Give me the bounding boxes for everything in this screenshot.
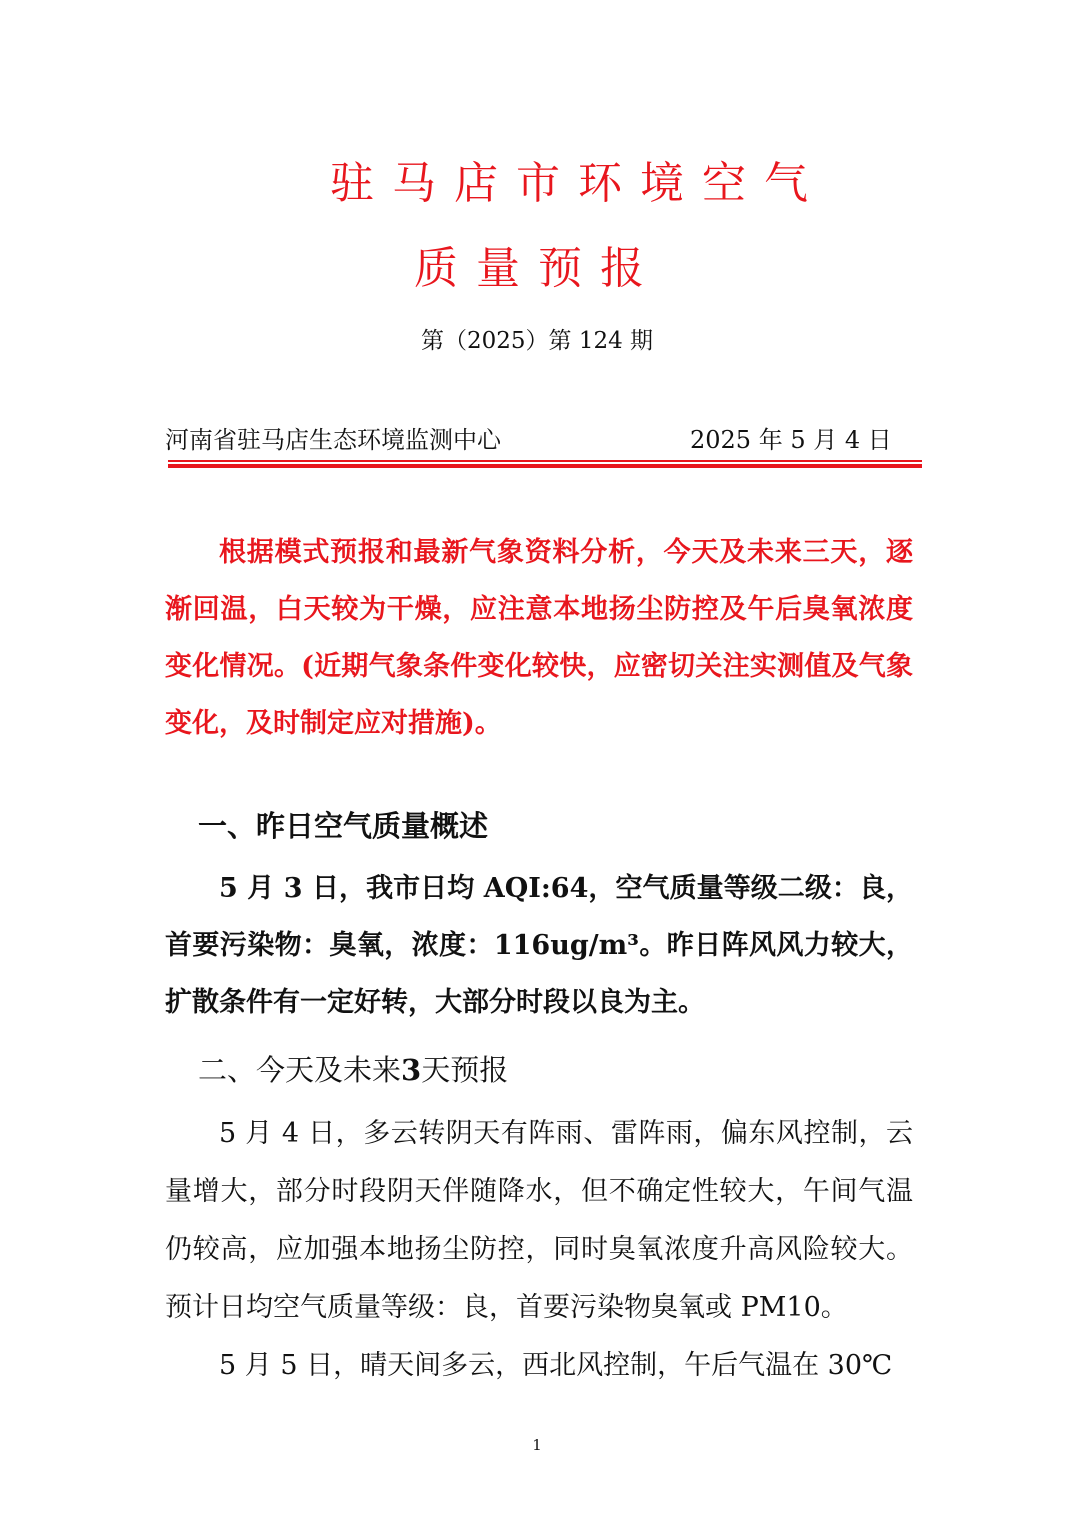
forecast-heading-prefix: 二、今天及未来 [198,1053,402,1087]
report-title-line1: 驻马店市环境空气 [330,158,826,209]
report-title-line2: 质量预报 [414,243,662,294]
section-heading-forecast [198,1053,509,1087]
page-number: 1 [532,1436,542,1454]
forecast-day2-paragraph: 5 月 5 日，晴天间多云，西北风控制，午后气温在 30℃ [219,1350,893,1381]
section-heading-yesterday: 一、昨日空气质量概述 [198,809,489,843]
issue-number-container [0,330,1074,353]
header-divider-thick [168,464,922,468]
forecast-summary: 根据模式预报和最新气象资料分析，今天及未来三天，逐渐回温，白天较为干燥，应注意本地扬尘防控及午后臭氧浓度变化情况。(近期气象条件变化较快，应密切关注实测值及气象变化，及时制定应对措施)。 [165,537,913,739]
issuing-organization: 河南省驻马店生态环境监测中心 [165,426,501,454]
forecast-day1-paragraph: 5 月 4 日，多云转阴天有阵雨、雷阵雨，偏东风控制，云量增大，部分时段阴天伴随降水，但不确定性较大，午间气温仍较高，应加强本地扬尘防控，同时臭氧浓度升高风险较大。预计日均空气质量等级：良，首要污染物臭氧或 PM10。 [165,1118,913,1323]
forecast-heading-number: 3 [401,1053,422,1087]
forecast-heading-suffix: 天预报 [421,1053,509,1087]
issue-number: 第（2025）第 124 期 [420,328,654,354]
issue-date: 2025 年 5 月 4 日 [690,426,892,454]
yesterday-overview-paragraph: 5 月 3 日，我市日均 AQI:64，空气质量等级二级：良，首要污染物：臭氧，浓度：116ug/m³。昨日阵风风力较大，扩散条件有一定好转，大部分时段以良为主。 [165,873,913,1018]
header-divider-thin [168,460,922,462]
